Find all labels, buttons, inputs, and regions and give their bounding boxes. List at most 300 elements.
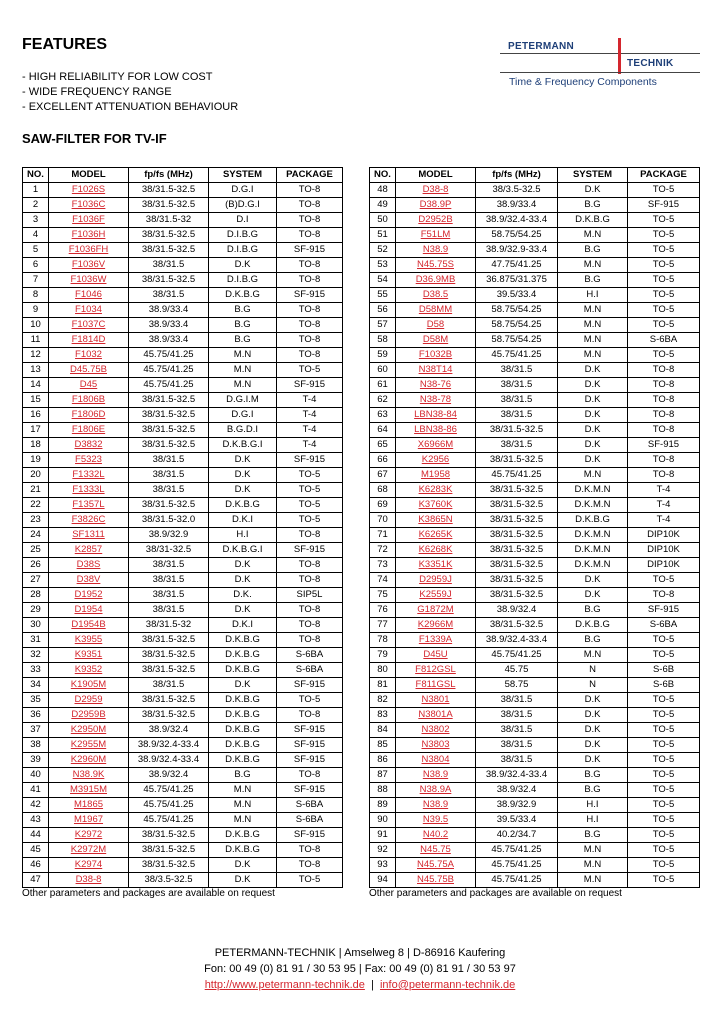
cell-model (396, 708, 476, 723)
cell-model (49, 663, 129, 678)
model-link[interactable]: K3955 (74, 634, 103, 645)
model-link[interactable]: K3351K (418, 559, 453, 570)
cell-model (49, 213, 129, 228)
cell-freq: 38.9/32.9 (129, 528, 209, 543)
cell-model (396, 753, 476, 768)
model-link[interactable]: K6265K (418, 529, 453, 540)
cell-model (396, 348, 476, 363)
model-link[interactable]: K2960M (70, 754, 107, 765)
cell-package: SF-915 (277, 378, 343, 393)
model-link[interactable]: N3801 (421, 694, 450, 705)
model-link[interactable]: D58M (422, 334, 449, 345)
table-row (370, 558, 700, 573)
model-link[interactable]: K9352 (74, 664, 103, 675)
model-link[interactable]: D38V (76, 574, 101, 585)
table-row (23, 753, 343, 768)
cell-system: B.G (558, 243, 628, 258)
cell-freq: 38.9/33.4 (129, 303, 209, 318)
cell-package: T-4 (277, 423, 343, 438)
model-link[interactable]: X6966M (417, 439, 454, 450)
model-link[interactable]: N45.75S (417, 259, 454, 270)
model-link[interactable]: N38.9K (72, 769, 105, 780)
cell-freq: 45.75/41.25 (476, 843, 558, 858)
cell-package: TO-5 (628, 858, 700, 873)
cell-model (49, 528, 129, 543)
cell-package: TO-8 (277, 858, 343, 873)
cell-system: D.K (558, 453, 628, 468)
table-row (370, 678, 700, 693)
model-link[interactable]: SF1311 (72, 529, 105, 540)
model-link[interactable]: N38-78 (419, 394, 452, 405)
cell-no: 23 (23, 513, 49, 528)
cell-package: TO-5 (628, 828, 700, 843)
cell-freq: 38.9/32.4-33.4 (476, 633, 558, 648)
cell-model (49, 783, 129, 798)
cell-package: TO-5 (628, 798, 700, 813)
table-row (23, 498, 343, 513)
cell-freq: 45.75/41.25 (476, 858, 558, 873)
cell-package: TO-5 (628, 228, 700, 243)
model-link[interactable]: D3832 (74, 439, 103, 450)
cell-no: 82 (370, 693, 396, 708)
model-link[interactable]: K2559J (419, 589, 452, 600)
cell-no: 11 (23, 333, 49, 348)
cell-system: D.K.B.G (209, 498, 277, 513)
cell-system: D.K (209, 573, 277, 588)
cell-package: TO-5 (277, 873, 343, 888)
cell-freq: 38.9/32.4-33.4 (129, 753, 209, 768)
cell-freq: 38/31.5 (129, 468, 209, 483)
cell-freq: 38/31.5 (476, 723, 558, 738)
cell-system: D.K (558, 753, 628, 768)
model-link[interactable]: F3826C (71, 514, 106, 525)
cell-system: B.G (558, 783, 628, 798)
model-link[interactable]: N38.9 (422, 769, 449, 780)
cell-no: 28 (23, 588, 49, 603)
cell-no: 78 (370, 633, 396, 648)
table-row (23, 513, 343, 528)
model-link[interactable]: D45.75B (70, 364, 107, 375)
cell-system: D.K.B.G (209, 738, 277, 753)
model-link[interactable]: F1036C (71, 199, 106, 210)
cell-package: TO-8 (277, 258, 343, 273)
model-link[interactable]: F1034 (75, 304, 102, 315)
cell-system: D.G.I (209, 183, 277, 198)
cell-system: D.K (558, 393, 628, 408)
model-link[interactable]: F811GSL (415, 679, 456, 690)
cell-package: TO-8 (277, 603, 343, 618)
model-link[interactable]: D38-8 (422, 184, 449, 195)
model-link[interactable]: G1872M (417, 604, 454, 615)
cell-model (396, 333, 476, 348)
model-link[interactable]: K6268K (418, 544, 453, 555)
cell-freq: 38/31.5 (476, 363, 558, 378)
table-row (370, 738, 700, 753)
cell-system: M.N (209, 363, 277, 378)
cell-system: D.K (558, 573, 628, 588)
model-link[interactable]: D45U (423, 649, 448, 660)
cell-no: 61 (370, 378, 396, 393)
header-package: PACKAGE (628, 168, 700, 183)
cell-package: TO-8 (277, 618, 343, 633)
cell-freq: 38/31.5-32.5 (476, 543, 558, 558)
cell-package: TO-8 (277, 303, 343, 318)
model-link[interactable]: N38.9A (419, 784, 452, 795)
availability-note-right: Other parameters and packages are available on request (369, 888, 622, 899)
cell-no: 60 (370, 363, 396, 378)
model-link[interactable]: N45.75A (417, 859, 454, 870)
model-link[interactable]: N45.75B (417, 874, 454, 885)
model-link[interactable]: N3803 (421, 739, 450, 750)
cell-no: 67 (370, 468, 396, 483)
header-model: MODEL (396, 168, 476, 183)
cell-freq: 38/31.5-32.5 (129, 243, 209, 258)
cell-system: D.K.I (209, 513, 277, 528)
cell-no: 36 (23, 708, 49, 723)
cell-system: D.K (209, 603, 277, 618)
cell-freq: 38/31.5 (476, 378, 558, 393)
cell-freq: 38.9/32.9-33.4 (476, 243, 558, 258)
model-link[interactable]: F1032B (418, 349, 453, 360)
cell-no: 56 (370, 303, 396, 318)
cell-model (396, 873, 476, 888)
model-link[interactable]: D58MM (418, 304, 453, 315)
header-system: SYSTEM (558, 168, 628, 183)
cell-no: 64 (370, 423, 396, 438)
cell-no: 35 (23, 693, 49, 708)
model-link[interactable]: F812GSL (415, 664, 456, 675)
table-row (23, 438, 343, 453)
model-link[interactable]: D2959B (71, 709, 106, 720)
filter-table-right (369, 167, 700, 888)
model-link[interactable]: N38.9 (422, 244, 449, 255)
table-row (370, 633, 700, 648)
cell-package: TO-8 (628, 588, 700, 603)
table-row (370, 873, 700, 888)
cell-freq: 38.9/32.4 (129, 768, 209, 783)
cell-freq: 38.9/32.4-33.4 (476, 213, 558, 228)
cell-package: T-4 (628, 498, 700, 513)
cell-system: D.K.B.G (209, 843, 277, 858)
model-link[interactable]: K2857 (74, 544, 103, 555)
cell-model (49, 348, 129, 363)
cell-system: D.K.M.N (558, 483, 628, 498)
model-link[interactable]: K9351 (74, 649, 103, 660)
cell-no: 74 (370, 573, 396, 588)
cell-model (49, 798, 129, 813)
cell-model (396, 453, 476, 468)
model-link[interactable]: N3802 (421, 724, 450, 735)
model-link[interactable]: D38S (76, 559, 101, 570)
cell-system: D.I.B.G (209, 273, 277, 288)
model-link[interactable]: D1954 (74, 604, 103, 615)
table-row (370, 483, 700, 498)
cell-freq: 38/31.5 (129, 288, 209, 303)
cell-system: B.G (209, 303, 277, 318)
cell-package: TO-8 (277, 273, 343, 288)
cell-package: DIP10K (628, 543, 700, 558)
cell-model (49, 558, 129, 573)
cell-freq: 38/31.5-32.5 (476, 498, 558, 513)
cell-no: 49 (370, 198, 396, 213)
cell-freq: 38/31.5-32.5 (129, 408, 209, 423)
cell-freq: 38/31.5 (129, 483, 209, 498)
table-row (23, 378, 343, 393)
cell-freq: 45.75/41.25 (129, 813, 209, 828)
model-link[interactable]: D1952 (74, 589, 103, 600)
cell-system: D.K.B.G (209, 633, 277, 648)
section-title: SAW-FILTER FOR TV-IF (22, 131, 167, 146)
cell-freq: 38/31.5-32.5 (476, 528, 558, 543)
model-link[interactable]: K1905M (70, 679, 107, 690)
model-link[interactable]: F1036W (70, 274, 107, 285)
cell-freq: 38/31.5-32.5 (476, 558, 558, 573)
cell-package: SF-915 (277, 288, 343, 303)
cell-freq: 47.75/41.25 (476, 258, 558, 273)
cell-model (396, 588, 476, 603)
cell-freq: 58.75/54.25 (476, 333, 558, 348)
table-row (370, 318, 700, 333)
model-link[interactable]: D36.9MB (415, 274, 456, 285)
model-link[interactable]: M3915M (70, 784, 107, 795)
table-row (370, 243, 700, 258)
cell-model (396, 858, 476, 873)
model-link[interactable]: K3760K (418, 499, 453, 510)
model-link[interactable]: N39.5 (422, 814, 449, 825)
company-logo (500, 38, 700, 94)
cell-freq: 38/31-32.5 (129, 543, 209, 558)
model-link[interactable]: F51LM (420, 229, 451, 240)
cell-package: TO-8 (277, 528, 343, 543)
logo-tagline: Time & Frequency Components (509, 76, 657, 88)
cell-freq: 38/31.5 (129, 453, 209, 468)
cell-system: D.K (558, 588, 628, 603)
website-link[interactable]: http://www.petermann-technik.de (204, 979, 365, 991)
table-row (23, 363, 343, 378)
table-row (370, 753, 700, 768)
model-link[interactable]: F1357L (72, 499, 105, 510)
model-link[interactable]: N40.2 (422, 829, 449, 840)
model-link[interactable]: N3804 (421, 754, 450, 765)
table-row (370, 273, 700, 288)
model-link[interactable]: D38.5 (422, 289, 449, 300)
cell-model (49, 723, 129, 738)
model-link[interactable]: F1806B (71, 394, 106, 405)
cell-package: TO-5 (628, 258, 700, 273)
model-link[interactable]: K2966M (417, 619, 454, 630)
model-link[interactable]: N3801A (418, 709, 453, 720)
cell-model (49, 813, 129, 828)
model-link[interactable]: F1814D (71, 334, 106, 345)
cell-model (396, 693, 476, 708)
cell-system: D.K. (209, 588, 277, 603)
model-link[interactable]: D2952B (418, 214, 453, 225)
cell-model (396, 663, 476, 678)
cell-model (396, 288, 476, 303)
model-link[interactable]: K6283K (418, 484, 453, 495)
model-link[interactable]: D38-8 (75, 874, 102, 885)
cell-no: 21 (23, 483, 49, 498)
cell-freq: 38/31.5 (129, 603, 209, 618)
cell-package: T-4 (628, 513, 700, 528)
cell-system: D.I.B.G (209, 243, 277, 258)
cell-system: D.K (209, 468, 277, 483)
table-row (370, 843, 700, 858)
model-link[interactable]: F1036FH (68, 244, 109, 255)
model-link[interactable]: M1958 (420, 469, 451, 480)
cell-model (396, 363, 476, 378)
model-link[interactable]: LBN38-84 (414, 409, 457, 420)
email-link[interactable]: info@petermann-technik.de (379, 979, 516, 991)
cell-model (396, 678, 476, 693)
cell-no: 76 (370, 603, 396, 618)
model-link[interactable]: D45 (79, 379, 98, 390)
model-link[interactable]: F1339A (418, 634, 453, 645)
cell-package: S-6B (628, 678, 700, 693)
cell-system: D.K (209, 873, 277, 888)
cell-no: 87 (370, 768, 396, 783)
model-link[interactable]: K2972 (74, 829, 103, 840)
features-title: FEATURES (22, 36, 108, 53)
model-link[interactable]: F1036V (71, 259, 106, 270)
cell-model (49, 708, 129, 723)
cell-no: 50 (370, 213, 396, 228)
cell-freq: 38.9/32.4 (476, 783, 558, 798)
model-link[interactable]: F1037C (71, 319, 106, 330)
cell-package: SF-915 (277, 783, 343, 798)
cell-freq: 38/31.5-32.5 (129, 183, 209, 198)
model-link[interactable]: F1026S (71, 184, 106, 195)
cell-system: D.K (209, 483, 277, 498)
cell-freq: 36.875/31.375 (476, 273, 558, 288)
model-link[interactable]: F1806E (71, 424, 106, 435)
model-link[interactable]: F1036H (71, 229, 106, 240)
cell-model (49, 333, 129, 348)
model-link[interactable]: F1332L (72, 469, 105, 480)
cell-package: TO-8 (277, 198, 343, 213)
model-link[interactable]: F5323 (75, 454, 102, 465)
model-link[interactable]: D38.9P (419, 199, 452, 210)
header-model: MODEL (49, 168, 129, 183)
table-row (370, 288, 700, 303)
cell-package: TO-5 (628, 768, 700, 783)
cell-package: TO-8 (277, 348, 343, 363)
cell-model (396, 828, 476, 843)
model-link[interactable]: F1046 (75, 289, 102, 300)
feature-item: - EXCELLENT ATTENUATION BEHAVIOUR (22, 101, 239, 113)
model-link[interactable]: K3865N (418, 514, 453, 525)
model-link[interactable]: M1967 (73, 814, 104, 825)
cell-system: H.I (558, 813, 628, 828)
cell-package: TO-5 (628, 648, 700, 663)
cell-no: 30 (23, 618, 49, 633)
cell-no: 1 (23, 183, 49, 198)
cell-no: 55 (370, 288, 396, 303)
cell-no: 63 (370, 408, 396, 423)
cell-package: TO-5 (628, 738, 700, 753)
cell-package: TO-5 (628, 303, 700, 318)
model-link[interactable]: D58 (426, 319, 445, 330)
model-link[interactable]: M1865 (73, 799, 104, 810)
cell-package: TO-8 (628, 393, 700, 408)
model-link[interactable]: K2955M (70, 739, 107, 750)
cell-package: TO-5 (628, 633, 700, 648)
model-link[interactable]: D1954B (71, 619, 106, 630)
cell-system: M.N (558, 468, 628, 483)
model-link[interactable]: F1806D (71, 409, 106, 420)
cell-model (396, 768, 476, 783)
table-row (370, 543, 700, 558)
table-row (370, 333, 700, 348)
cell-freq: 38.9/32.9 (476, 798, 558, 813)
model-link[interactable]: LBN38-86 (414, 424, 457, 435)
cell-no: 4 (23, 228, 49, 243)
model-link[interactable]: F1032 (75, 349, 102, 360)
cell-package: S-6BA (277, 798, 343, 813)
cell-freq: 38/31.5 (476, 438, 558, 453)
logo-rule-top (500, 53, 700, 54)
cell-no: 92 (370, 843, 396, 858)
table-row (370, 813, 700, 828)
cell-no: 90 (370, 813, 396, 828)
table-row (23, 633, 343, 648)
table-row (23, 783, 343, 798)
table-row (370, 348, 700, 363)
model-link[interactable]: N38.9 (422, 799, 449, 810)
cell-no: 41 (23, 783, 49, 798)
cell-package: TO-8 (277, 228, 343, 243)
table-row (23, 663, 343, 678)
cell-system: B.G (558, 768, 628, 783)
cell-system: D.K.M.N (558, 498, 628, 513)
cell-freq: 58.75/54.25 (476, 228, 558, 243)
model-link[interactable]: N38-76 (419, 379, 452, 390)
table-row (370, 498, 700, 513)
cell-model (396, 378, 476, 393)
model-link[interactable]: N45.75 (420, 844, 451, 855)
table-row (23, 213, 343, 228)
cell-freq: 38/31.5-32.5 (129, 663, 209, 678)
model-link[interactable]: K2972M (70, 844, 107, 855)
cell-freq: 45.75/41.25 (476, 348, 558, 363)
model-link[interactable]: N38T14 (418, 364, 453, 375)
cell-system: H.I (558, 288, 628, 303)
footer-address: PETERMANN-TECHNIK | Amselweg 8 | D-86916 Kaufering (214, 947, 506, 959)
table-row (23, 858, 343, 873)
table-row (370, 663, 700, 678)
cell-freq: 38/31.5-32.5 (129, 438, 209, 453)
cell-package: SF-915 (277, 543, 343, 558)
model-link[interactable]: F1036F (72, 214, 105, 225)
header-package: PACKAGE (277, 168, 343, 183)
cell-no: 84 (370, 723, 396, 738)
table-row (23, 348, 343, 363)
cell-package: T-4 (628, 483, 700, 498)
model-link[interactable]: D2959 (74, 694, 103, 705)
cell-freq: 38/31.5-32 (129, 213, 209, 228)
cell-no: 48 (370, 183, 396, 198)
cell-model (49, 468, 129, 483)
model-link[interactable]: K2950M (70, 724, 107, 735)
model-link[interactable]: F1333L (72, 484, 105, 495)
cell-system: D.K (558, 423, 628, 438)
cell-model (49, 453, 129, 468)
model-link[interactable]: K2974 (74, 859, 103, 870)
cell-freq: 38/31.5 (129, 573, 209, 588)
model-link[interactable]: K2956 (421, 454, 450, 465)
model-link[interactable]: D2959J (419, 574, 452, 585)
cell-freq: 38.9/33.4 (129, 318, 209, 333)
